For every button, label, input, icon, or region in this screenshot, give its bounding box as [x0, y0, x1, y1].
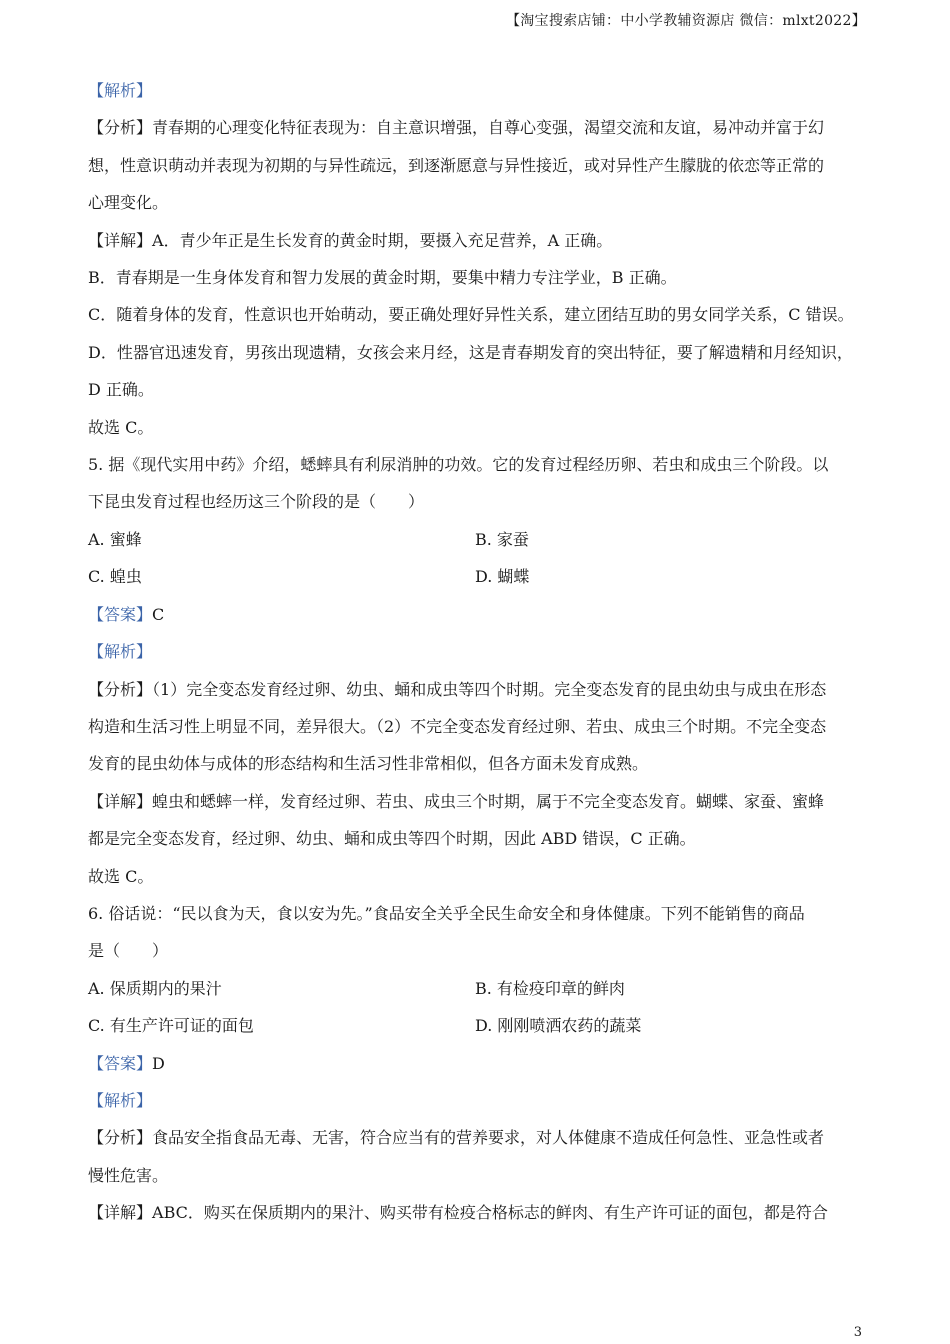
line-text: 是（ ） [88, 941, 169, 961]
line-text: C [152, 604, 165, 624]
text-line [88, 446, 863, 483]
text-line [88, 371, 863, 408]
line-text: D [152, 1053, 165, 1073]
answer-option: D. 刚刚喷洒农药的蔬菜 [475, 1016, 642, 1036]
answer-line [88, 596, 863, 633]
line-text: D 正确。 [88, 380, 154, 400]
text-line [88, 409, 863, 446]
answer-option: A. 保质期内的果汁 [88, 978, 222, 998]
text-line [88, 708, 863, 745]
text-line [88, 783, 863, 820]
section-label: 【解析】 [88, 642, 153, 662]
line-text: 慢性危害。 [88, 1165, 169, 1185]
text-line [88, 222, 863, 259]
text-line [88, 147, 863, 184]
header-note: 【淘宝搜索店铺：中小学教辅资源店 微信：mlxt2022】 [505, 13, 866, 29]
document-body [88, 72, 863, 1232]
text-line [88, 932, 863, 969]
answer-options-row [88, 521, 863, 558]
section-label: 【解析】 [88, 81, 153, 100]
section-tag: 【详解】 [88, 791, 153, 811]
text-line [88, 671, 863, 708]
section-tag: 【分析】 [88, 679, 153, 699]
line-text: 青春期的心理变化特征表现为：自主意识增强，自尊心变强，渴望交流和友谊，易冲动并富于幻 [152, 118, 825, 138]
text-line [88, 184, 863, 221]
text-line [88, 296, 863, 333]
section-label: 【解析】 [88, 1090, 153, 1110]
answer-tag: 【答案】 [88, 1053, 153, 1073]
answer-options-row [88, 970, 863, 1007]
section-tag: 【详解】 [88, 1203, 153, 1223]
line-text: 下昆虫发育过程也经历这三个阶段的是（ ） [88, 492, 425, 512]
line-text: 心理变化。 [88, 193, 169, 213]
line-text: 故选 C。 [88, 866, 154, 886]
text-line [88, 858, 863, 895]
text-line [88, 1157, 863, 1194]
answer-options-row [88, 558, 863, 595]
line-text: 5. 据《现代实用中药》介绍，蟋蟀具有利尿消肿的功效。它的发育过程经历卵、若虫和成虫三个阶段。以 [88, 455, 829, 475]
text-line [88, 1194, 863, 1231]
line-text: B．青春期是一生身体发育和智力发展的黄金时期，要集中精力专注学业，B 正确。 [88, 268, 677, 288]
answer-option: D. 蝴蝶 [475, 567, 530, 587]
text-line [88, 1119, 863, 1156]
section-tag: 【详解】 [88, 230, 153, 250]
line-text: 6. 俗话说：“民以食为天，食以安为先。”食品安全关乎全民生命安全和身体健康。下列不能销售的商品 [88, 903, 805, 923]
text-line [88, 334, 863, 371]
text-line [88, 483, 863, 520]
line-text: D．性器官迅速发育，男孩出现遗精，女孩会来月经，这是青春期发育的突出特征，要了解遗精和月经知识， [88, 342, 853, 362]
answer-option: C. 蝗虫 [88, 567, 142, 587]
answer-tag: 【答案】 [88, 604, 153, 624]
line-text: 发育的昆虫幼体与成体的形态结构和生活习性非常相似，但各方面未发育成熟。 [88, 754, 649, 774]
page-number: 3 [853, 1325, 862, 1340]
answer-options-row [88, 1007, 863, 1044]
text-line [88, 820, 863, 857]
line-text: （1）完全变态发育经过卵、幼虫、蛹和成虫等四个时期。完全变态发育的昆虫幼虫与成虫在形态 [152, 679, 827, 699]
answer-option: A. 蜜蜂 [88, 529, 142, 549]
line-text: ABC．购买在保质期内的果汁、购买带有检疫合格标志的鲜肉、有生产许可证的面包，都是符合 [152, 1203, 828, 1223]
answer-line [88, 1045, 863, 1082]
line-text: 食品安全指食品无毒、无害，符合应当有的营养要求，对人体健康不造成任何急性、亚急性或者 [152, 1128, 825, 1148]
answer-option: B. 有检疫印章的鲜肉 [475, 978, 625, 998]
line-text: 故选 C。 [88, 417, 154, 437]
text-line [88, 895, 863, 932]
line-text: 都是完全变态发育，经过卵、幼虫、蛹和成虫等四个时期，因此 ABD 错误，C 正确。 [88, 829, 696, 849]
line-text: C．随着身体的发育，性意识也开始萌动，要正确处理好异性关系，建立团结互助的男女同学关系，C 错误。 [88, 305, 854, 325]
text-line [88, 109, 863, 146]
line-text: A．青少年正是生长发育的黄金时期，要摄入充足营养，A 正确。 [152, 230, 613, 250]
section-tag: 【分析】 [88, 1128, 153, 1148]
line-text: 蝗虫和蟋蟀一样，发育经过卵、若虫、成虫三个时期，属于不完全变态发育。蝴蝶、家蚕、蜜蜂 [152, 791, 825, 811]
text-line [88, 745, 863, 782]
answer-option: C. 有生产许可证的面包 [88, 1016, 254, 1036]
text-line [88, 259, 863, 296]
section-tag: 【分析】 [88, 118, 153, 138]
answer-option: B. 家蚕 [475, 529, 529, 549]
line-text: 想，性意识萌动并表现为初期的与异性疏远，到逐渐愿意与异性接近，或对异性产生朦胧的依恋等正常的 [88, 155, 825, 175]
line-text: 构造和生活习性上明显不同，差异很大。（2）不完全变态发育经过卵、若虫、成虫三个时期。不完全变态 [88, 716, 827, 736]
